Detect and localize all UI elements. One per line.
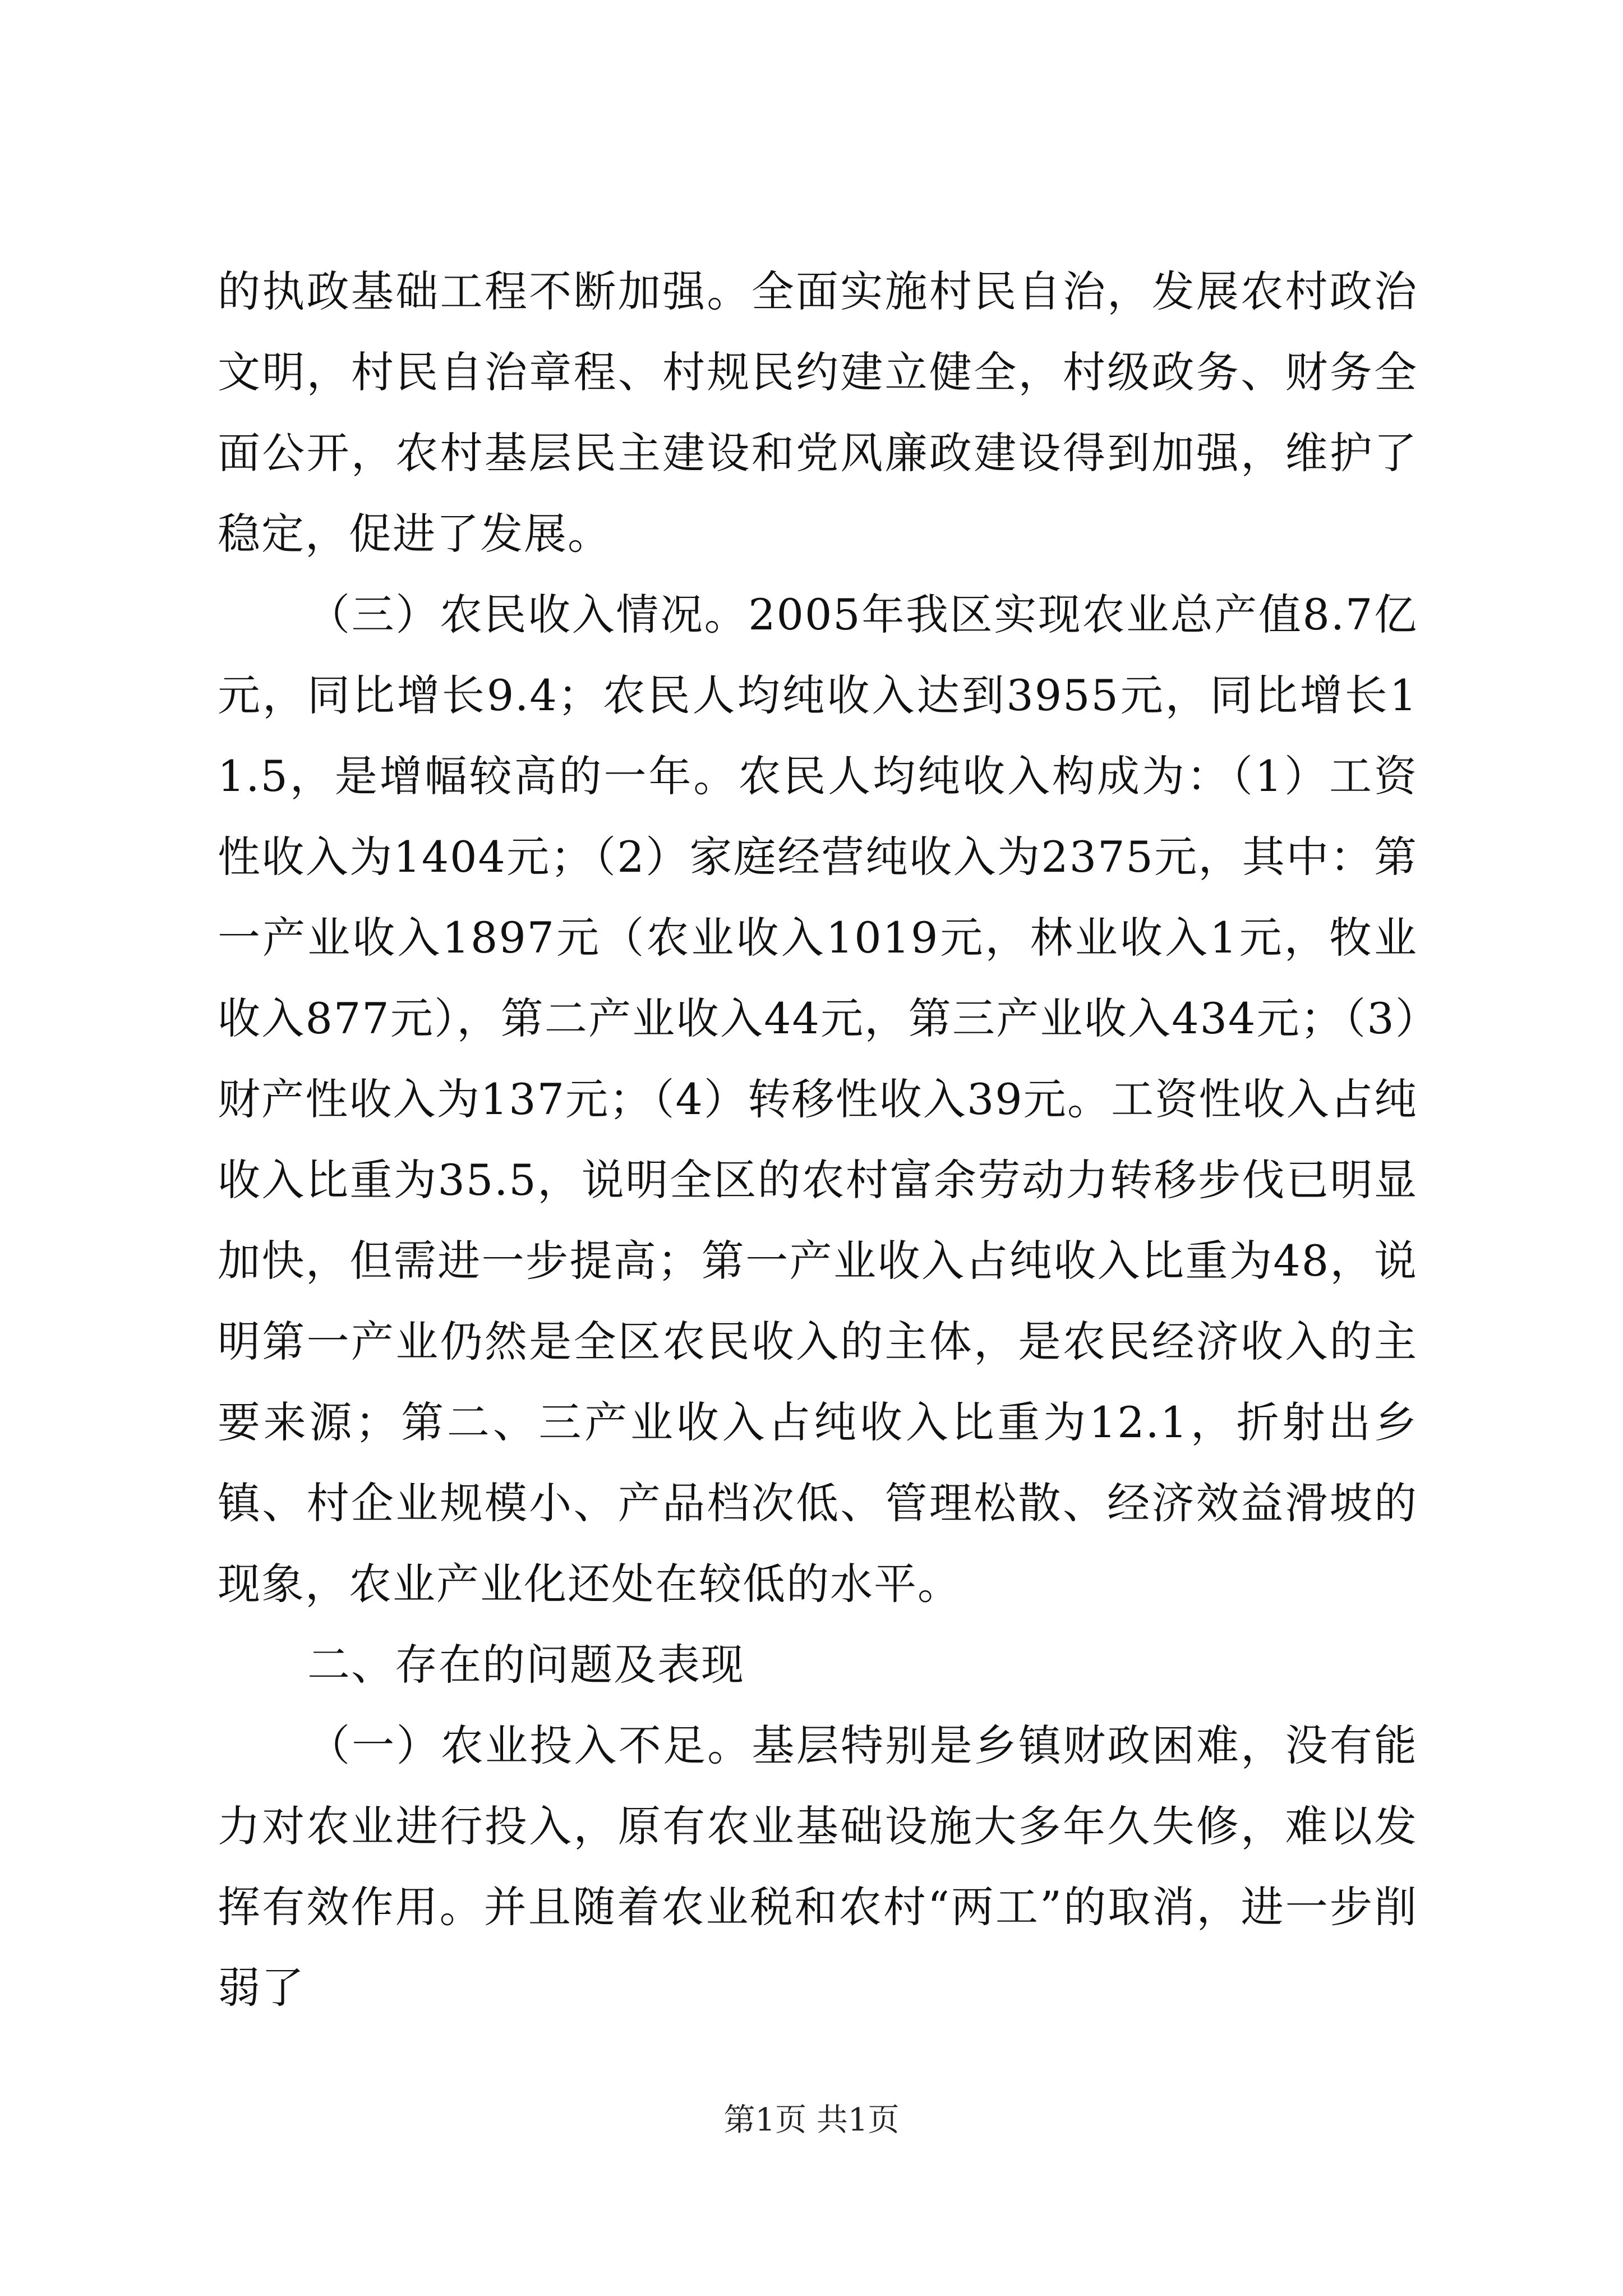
paragraph-farmer-income: （三）农民收入情况。2005年我区实现农业总产值8.7亿元，同比增长9.4；农民人均纯收入达到3955元，同比增长11.5，是增幅较高的一年。农民人均纯收入构成为：（1）工资性收入为1404元；（2）家庭经营纯收入为2375元，其中：第一产业收入1897元（农业收入1019元，林业收入1元，牧业收入877元），第二产业收入44元，第三产业收入434元；（3）财产性收入为137元；（4）转移性收入39元。工资性收入占纯收入比重为35.5，说明全区的农村富余劳动力转移步伐已明显加快，但需进一步提高；第一产业收入占纯收入比重为48，说明第一产业仍然是全区农民收入的主体，是农民经济收入的主要来源；第二、三产业收入占纯收入比重为12.1，折射出乡镇、村企业规模小、产品档次低、管理松散、经济效益滑坡的现象，农业产业化还处在较低的水平。: [218, 590, 1418, 1609]
section-heading-problems: 二、存在的问题及表现: [307, 1640, 745, 1690]
paragraph-governance: 的执政基础工程不断加强。全面实施村民自治，发展农村政治文明，村民自治章程、村规民约建立健全，村级政务、财务全面公开，农村基层民主建设和党风廉政建设得到加强，维护了稳定，促进了发展。: [218, 266, 1418, 559]
paragraph-agricultural-investment: （一）农业投入不足。基层特别是乡镇财政困难，没有能力对农业进行投入，原有农业基础设施大多年久失修，难以发挥有效作用。并且随着农业税和农村“两工”的取消，进一步削弱了: [218, 1720, 1418, 2013]
page-number-footer: 第1页 共1页: [723, 2102, 900, 2138]
document-body: [218, 251, 1418, 2028]
